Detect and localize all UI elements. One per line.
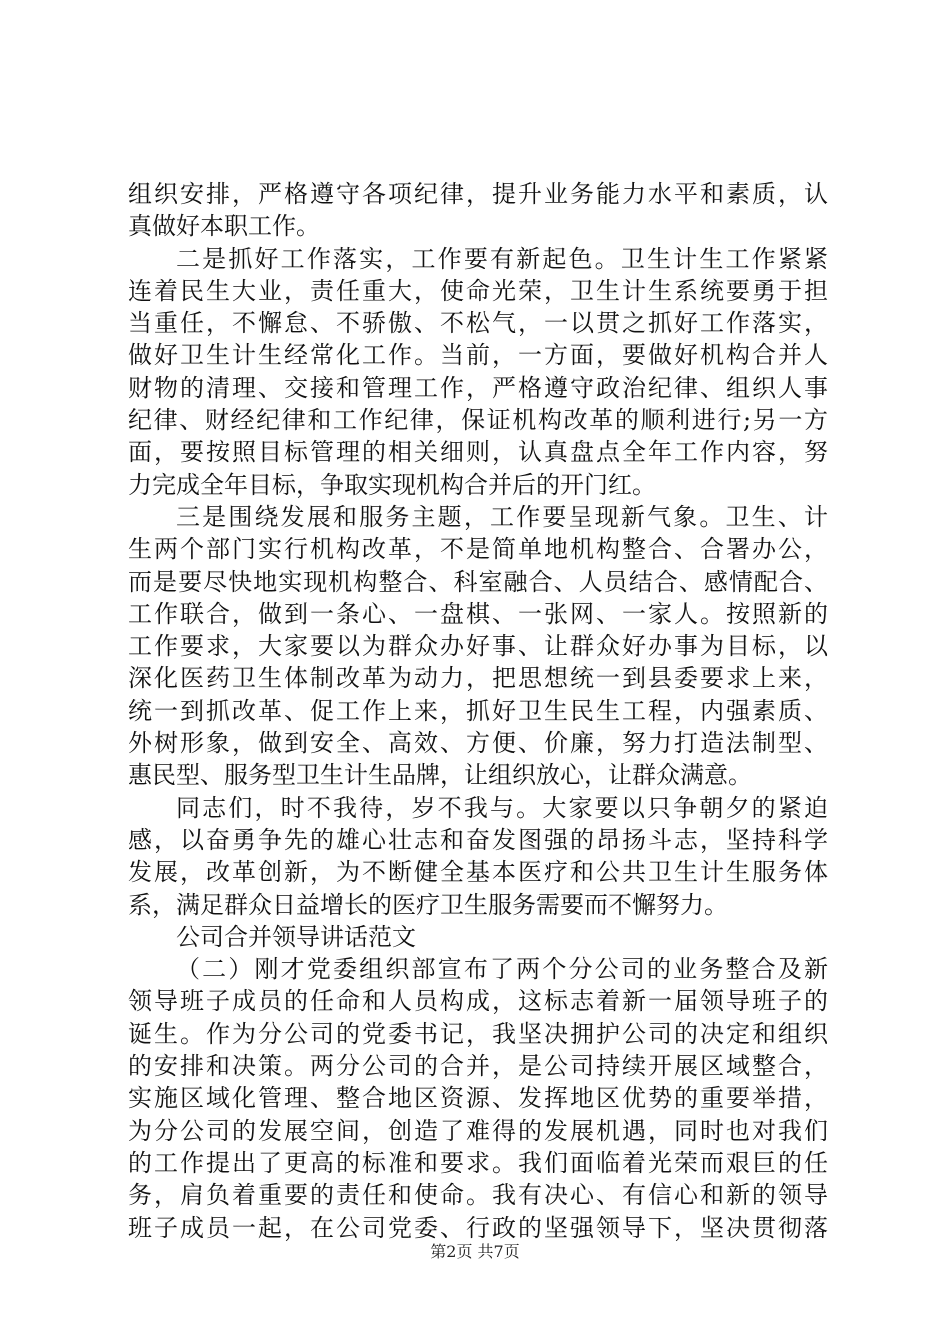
text-line: 组织安排，严格遵守各项纪律，提升业务能力水平和素质，认 [128,180,828,208]
text-line: 发展，改革创新，为不断健全基本医疗和公共卫生计生服务体 [128,858,828,887]
text-line: 财物的清理、交接和管理工作，严格遵守政治纪律、组织人事 [128,373,828,402]
text-line: 深化医药卫生体制改革为动力，把思想统一到县委要求上来， [128,664,828,693]
text-line: 感，以奋勇争先的雄心壮志和奋发图强的昂扬斗志，坚持科学 [128,825,828,854]
text-line: 同志们，时不我待，岁不我与。大家要以只争朝夕的紧迫 [176,793,828,822]
text-line: 纪律、财经纪律和工作纪律，保证机构改革的顺利进行;另一方 [128,406,828,435]
text-line: 力完成全年目标，争取实现机构合并后的开门红。 [128,470,656,499]
page-number-footer: 第2页 共7页 [430,1242,520,1261]
text-line: 当重任，不懈怠、不骄傲、不松气，一以贯之抓好工作落实， [128,309,828,338]
body-text [128,178,828,1244]
section-heading: 公司合并领导讲话范文 [176,922,416,951]
text-line: 生两个部门实行机构改革，不是简单地机构整合、合署办公， [128,535,828,564]
text-line: 系，满足群众日益增长的医疗卫生服务需要而不懈努力。 [128,890,728,919]
text-line: 而是要尽快地实现机构整合、科室融合、人员结合、感情配合、 [128,567,828,596]
text-line: 做好卫生计生经常化工作。当前，一方面，要做好机构合并人 [128,341,828,370]
text-line: 三是围绕发展和服务主题，工作要呈现新气象。卫生、计 [176,502,828,531]
text-line: 为分公司的发展空间，创造了难得的发展机遇，同时也对我们 [128,1116,828,1145]
text-line: （二）刚才党委组织部宣布了两个分公司的业务整合及新 [176,955,828,984]
text-line: 惠民型、服务型卫生计生品牌，让组织放心，让群众满意。 [128,761,752,790]
text-line: 领导班子成员的任命和人员构成，这标志着新一届领导班子的 [128,987,828,1016]
text-line: 的安排和决策。两分公司的合并，是公司持续开展区域整合， [128,1052,828,1081]
text-line: 的工作提出了更高的标准和要求。我们面临着光荣而艰巨的任 [128,1148,828,1177]
text-line: 务，肩负着重要的责任和使命。我有决心、有信心和新的领导 [128,1181,828,1210]
text-line: 外树形象，做到安全、高效、方便、价廉，努力打造法制型、 [128,729,828,758]
text-line: 连着民生大业，责任重大，使命光荣，卫生计生系统要勇于担 [128,276,828,305]
text-line: 实施区域化管理、整合地区资源、发挥地区优势的重要举措， [128,1084,828,1113]
text-line: 二是抓好工作落实，工作要有新起色。卫生计生工作紧紧 [176,244,828,273]
text-line: 统一到抓改革、促工作上来，抓好卫生民生工程，内强素质、 [128,696,828,725]
text-line: 班子成员一起，在公司党委、行政的坚强领导下，坚决贯彻落 [128,1213,828,1242]
text-line: 工作要求，大家要以为群众办好事、让群众好办事为目标，以 [128,632,828,661]
text-line: 真做好本职工作。 [128,212,320,241]
text-line: 工作联合，做到一条心、一盘棋、一张网、一家人。按照新的 [128,599,828,628]
text-line: 诞生。作为分公司的党委书记，我坚决拥护公司的决定和组织 [128,1019,828,1048]
text-line: 面，要按照目标管理的相关细则，认真盘点全年工作内容，努 [128,438,828,467]
